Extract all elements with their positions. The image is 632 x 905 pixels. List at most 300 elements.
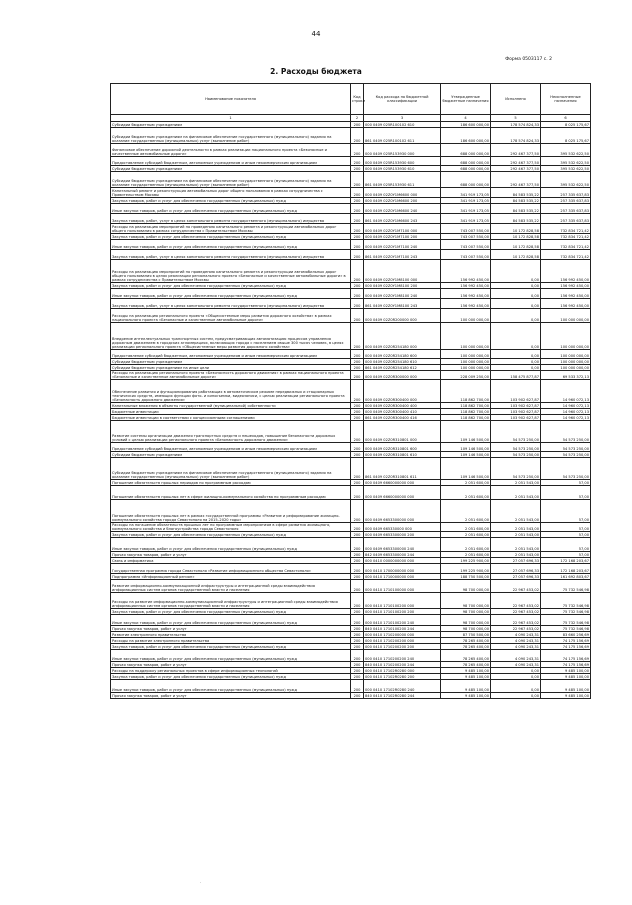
row-code: 200 [351,260,364,283]
row-name: Развитие информационно-коммуникационной инфраструктуры и интеграционной среды взаимодействия информационных систем органов государственной власти и населения [111,580,351,593]
row-code: 200 [351,365,364,371]
row-remaining: 257 335 637,83 [541,198,591,204]
table-row [111,128,591,144]
table-row [111,538,591,552]
row-approved: 100 000 000,00 [441,359,491,365]
row-executed: 10 172 828,58 [491,240,541,250]
row-code: 200 [351,662,364,668]
row-name: Закупка товаров, работ и услуг для обеспечения государственных (муниципальных) нужд [111,198,351,204]
row-code: 200 [351,234,364,240]
row-remaining: 57,00 [541,523,591,532]
row-classification: 000 0409 6653300000 240 [364,538,441,552]
row-approved: 87 750 500,00 [441,632,491,638]
row-classification: 000 0409 02Z0R254180 610 [364,359,441,365]
row-remaining: 57,00 [541,480,591,486]
row-name: Закупка товаров, работ, услуг в целях капитального ремонта государственного (муниципального) имущества [111,299,351,309]
row-name: Государственная программа города Севастополя «Развитие информационного общества Севастополя» [111,564,351,574]
row-approved: 2 051 600,00 [441,532,491,538]
row-executed: 103 902 627,87 [491,403,541,409]
row-code: 200 [351,188,364,198]
row-classification: 000 0409 02Z0Y1M6600 200 [364,198,441,204]
row-name: Бюджетные инвестиции в соответствии с концессионными соглашениями [111,415,351,421]
row-executed: 54 573 250,00 [491,443,541,452]
table-row [111,523,591,532]
row-name: Расходы на реализацию регионального проекта «Общесистемные меры развития дорожного хозяйства» в рамках национального проекта «Безопасные и качественные автомобильные дороги» [111,309,351,323]
row-executed: 178 574 824,33 [491,128,541,144]
row-remaining: 9 485 100,00 [541,674,591,680]
row-approved: 9 485 100,00 [441,668,491,674]
row-code: 200 [351,250,364,260]
row-name: Финансовое обеспечение дорожной деятельности в рамках реализации национального проекта «Безопасные и качественные автомобильные дороги» [111,144,351,157]
row-executed: 2 051 543,00 [491,486,541,500]
row-remaining: 74 175 156,69 [541,662,591,668]
row-classification: 000 0409 02Z0R200000 000 [364,309,441,323]
row-name: Закупка товаров, работ и услуг для обеспечения государственных (муниципальных) нужд [111,283,351,289]
row-executed: 22 967 453,02 [491,593,541,609]
row-code: 200 [351,409,364,415]
row-approved: 341 919 173,05 [441,188,491,198]
row-code: 200 [351,486,364,500]
row-approved: 109 146 500,00 [441,443,491,452]
row-approved: 2 051 600,00 [441,523,491,532]
row-classification: 842 0409 6653300000 244 [364,552,441,558]
row-remaining: 69 533 372,13 [541,371,591,380]
row-classification: 861 0409 02Z0R254180 612 [364,365,441,371]
row-classification: 000 0410 1710100200 000 [364,593,441,609]
row-code: 200 [351,289,364,299]
row-code: 200 [351,380,364,403]
row-name: Иные закупки товаров, работ и услуг для обеспечения государственных (муниципальных) нужд [111,680,351,693]
row-executed: 158 475 877,87 [491,371,541,380]
row-code: 200 [351,668,364,674]
row-executed: 103 902 627,87 [491,409,541,415]
row-remaining: 732 834 721,42 [541,234,591,240]
row-approved: 2 051 600,00 [441,486,491,500]
row-name: Иные закупки товаров, работ и услуг для обеспечения государственных (муниципальных) нужд [111,615,351,626]
row-remaining: 395 532 622,50 [541,172,591,188]
row-remaining: 9 485 100,00 [541,668,591,674]
row-name: Бюджетные инвестиции [111,409,351,415]
row-classification: 000 0409 6660000000 000 [364,480,441,486]
row-executed: 27 057 696,33 [491,574,541,580]
row-approved: 688 000 000,00 [441,172,491,188]
row-approved: 2 051 600,00 [441,538,491,552]
row-name: Капитальный ремонт и реконструкция автомобильных дорог общего пользования в рамках сотрудничества с Правительством Москвы [111,188,351,198]
row-classification: 861 0409 02Z0R310801 611 [364,458,441,480]
row-code: 200 [351,609,364,615]
row-remaining: 54 573 250,00 [541,421,591,443]
row-name: Закупка товаров, работ, услуг в целях капитального ремонта государственного (муниципального) имущества [111,250,351,260]
row-name: Расходы на развитие электронного правительства [111,638,351,644]
row-remaining: 83 660 256,69 [541,632,591,638]
row-executed: 0,00 [491,674,541,680]
row-remaining: 257 335 637,83 [541,214,591,224]
row-classification: 000 0409 02Z0Y1M8100 000 [364,260,441,283]
row-approved: 743 007 550,00 [441,240,491,250]
row-executed: 292 467 377,50 [491,166,541,172]
column-number: 2 [351,115,364,122]
row-executed: 0,00 [491,359,541,365]
row-approved: 156 992 450,00 [441,289,491,299]
row-approved: 688 000 000,00 [441,144,491,157]
row-executed: 27 057 696,33 [491,564,541,574]
row-executed: 27 057 696,33 [491,558,541,564]
row-approved: 156 992 450,00 [441,299,491,309]
table-row [111,371,591,380]
row-approved: 109 146 500,00 [441,452,491,458]
table-row [111,564,591,574]
row-classification: 000 0409 02Z0Y1M6600 240 [364,204,441,214]
row-remaining: 14 960 072,13 [541,380,591,403]
row-classification: 000 0410 1710100000 000 [364,580,441,593]
row-name: Расходы на реализацию мероприятий по проведению капитального ремонта и реконструкции автомобильных дорог общего пользования в рамках сотрудничества с Правительством Москвы [111,224,351,234]
row-classification: 000 0409 02Z0R310801 610 [364,452,441,458]
table-row [111,350,591,359]
row-remaining: 75 732 546,98 [541,580,591,593]
row-approved: 186 600 000,00 [441,122,491,128]
row-remaining: 74 175 156,69 [541,650,591,662]
header-code: Код строки [351,84,364,115]
row-name: Прочая закупка товаров, работ и услуг [111,662,351,668]
row-classification: 000 0410 1710200200 200 [364,644,441,650]
row-code: 200 [351,644,364,650]
row-executed: 4 090 243,31 [491,632,541,638]
row-approved: 688 000 000,00 [441,166,491,172]
row-name: Закупка товаров, работ и услуг для обеспечения государственных (муниципальных) нужд [111,532,351,538]
row-approved: 100 000 000,00 [441,323,491,350]
row-classification: 000 0409 02Z0R300400 410 [364,409,441,415]
row-name: Прочая закупка товаров, работ и услуг [111,626,351,632]
row-classification: 000 0410 1710100200 240 [364,615,441,626]
row-remaining: 156 992 450,00 [541,289,591,299]
row-remaining: 57,00 [541,486,591,500]
row-classification: 000 0409 02Z0R300400 400 [364,403,441,409]
row-remaining: 75 732 546,98 [541,626,591,632]
row-approved: 78 265 400,00 [441,662,491,668]
table-row [111,204,591,214]
row-executed: 2 051 543,00 [491,532,541,538]
row-classification: 000 0409 02Z0Y1M8100 240 [364,289,441,299]
row-name: Субсидии бюджетным учреждениям на финансовое обеспечение государственного (муниципального) задания на оказание государственных (муниципальных) услуг (выполнение работ) [111,458,351,480]
row-remaining: 57,00 [541,552,591,558]
row-classification: 000 0409 6660000000 000 [364,486,441,500]
table-row [111,458,591,480]
row-approved: 228 009 250,00 [441,371,491,380]
row-code: 200 [351,638,364,644]
row-classification: 000 0410 1710200200 240 [364,650,441,662]
row-classification: 000 0409 02Z0R310801 000 [364,421,441,443]
header-approved: Утвержденные бюджетные назначения [441,84,491,115]
table-row [111,299,591,309]
row-name: Развитие системы организации движения транспортных средств и пешеходов, повышение безопасности дорожных условий с целью реализации регионального проекта «Безопасность дорожного движения» [111,421,351,443]
row-executed: 0,00 [491,680,541,693]
row-classification: 840 0410 1710100200 244 [364,626,441,632]
row-executed: 84 583 535,22 [491,188,541,198]
row-code: 200 [351,309,364,323]
row-approved: 98 700 000,00 [441,615,491,626]
row-name: Расходы на погашение обязательств прошлых лет по программным мероприятиям в сфере развития жилищного, коммунального хозяйства и благоустройства города Севастополя [111,523,351,532]
page-title: 2. Расходы бюджета [270,67,362,76]
row-executed: 0,00 [491,299,541,309]
row-remaining: 57,00 [541,538,591,552]
row-code: 200 [351,580,364,593]
row-name: Закупка товаров, работ и услуг для обеспечения государственных (муниципальных) нужд [111,644,351,650]
table-row [111,250,591,260]
row-classification: 000 0409 02Z0R254180 600 [364,350,441,359]
row-code: 200 [351,204,364,214]
row-executed: 22 967 453,02 [491,615,541,626]
row-executed: 0,00 [491,283,541,289]
row-approved: 9 485 100,00 [441,680,491,693]
row-classification: 000 0409 02Z0R254180 000 [364,323,441,350]
row-name: Связь и информатика [111,558,351,564]
row-code: 200 [351,128,364,144]
row-approved: 118 862 700,00 [441,409,491,415]
row-remaining: 8 025 175,67 [541,122,591,128]
table-row [111,240,591,250]
row-classification: 000 0409 025R153930 600 [364,157,441,166]
row-classification: 861 0409 02Z0Y1M6600 243 [364,214,441,224]
row-name: Расходы на поддержку региональных проектов в сфере информационных технологий [111,668,351,674]
row-name: Субсидии бюджетным учреждениям [111,166,351,172]
row-approved: 2 051 600,00 [441,500,491,523]
table-row [111,309,591,323]
table-row [111,144,591,157]
row-remaining: 57,00 [541,500,591,523]
row-approved: 78 265 400,00 [441,638,491,644]
row-name: Капитальные вложения в объекты государственной (муниципальной) собственности [111,403,351,409]
row-approved: 118 862 700,00 [441,380,491,403]
row-code: 200 [351,523,364,532]
row-approved: 341 919 173,05 [441,204,491,214]
row-remaining: 54 573 250,00 [541,452,591,458]
row-remaining: 74 175 156,69 [541,644,591,650]
row-executed: 84 583 535,22 [491,198,541,204]
row-executed: 0,00 [491,323,541,350]
row-classification: 000 0410 17102R0280 240 [364,680,441,693]
page-number: 44 [311,30,321,38]
row-classification: 861 0409 02Z0R300400 416 [364,415,441,421]
table-row [111,172,591,188]
row-remaining: 14 960 072,13 [541,403,591,409]
row-executed: 0,00 [491,260,541,283]
row-code: 200 [351,443,364,452]
row-name: Предоставление субсидий бюджетным, автономным учреждениям и иным некоммерческим организациям [111,443,351,452]
row-approved: 78 265 400,00 [441,644,491,650]
row-approved: 199 225 900,00 [441,564,491,574]
row-approved: 2 051 600,00 [441,552,491,558]
row-executed: 2 051 543,00 [491,500,541,523]
table-row [111,421,591,443]
row-code: 200 [351,558,364,564]
row-name: Иные закупки товаров, работ и услуг для обеспечения государственных (муниципальных) нужд [111,240,351,250]
row-remaining: 9 485 100,00 [541,680,591,693]
row-remaining: 395 532 622,50 [541,157,591,166]
table-row [111,580,591,593]
table-row [111,650,591,662]
column-number: 4 [441,115,491,122]
table-row [111,693,591,699]
row-name: Предоставление субсидий бюджетным, автономным учреждениям и иным некоммерческим организациям [111,157,351,166]
row-approved: 688 000 000,00 [441,157,491,166]
row-remaining: 54 573 250,00 [541,443,591,452]
table-row [111,323,591,350]
row-approved: 98 700 000,00 [441,626,491,632]
row-name: Расходы на реализацию регионального проекта «Безопасность дорожного движения» в рамках национального проекта «Безопасные и качественные автомобильные дороги» [111,371,351,380]
row-name: Развитие электронного правительства [111,632,351,638]
column-number: 3 [364,115,441,122]
row-name: Субсидии бюджетным учреждениям на финансовое обеспечение государственного (муниципального) задания на оказание государственных (муниципальных) услуг (выполнение работ) [111,172,351,188]
row-executed: 2 051 543,00 [491,552,541,558]
row-executed: 84 583 535,22 [491,204,541,214]
row-name: Внедрение интеллектуальных транспортных систем, предусматривающих автоматизацию процессов управления дорожным движением в городских агломерациях, включающих города с населением свыше 300 тысяч человек, в целях реализации регионального проекта «Общесистемные меры развития дорожного хозяйства» [111,323,351,350]
row-approved: 743 007 550,00 [441,224,491,234]
row-classification: 000 0409 6653300000 200 [364,532,441,538]
row-remaining: 57,00 [541,532,591,538]
table-row [111,224,591,234]
row-code: 200 [351,500,364,523]
row-approved: 78 265 400,00 [441,650,491,662]
row-executed: 22 967 453,02 [491,626,541,632]
row-classification: 000 0410 1710200000 000 [364,632,441,638]
row-remaining: 74 175 156,69 [541,638,591,644]
row-executed: 4 090 243,31 [491,644,541,650]
row-name: Иные закупки товаров, работ и услуг для обеспечения государственных (муниципальных) нужд [111,650,351,662]
column-number: 5 [491,115,541,122]
row-name: Расходы на реализацию мероприятий по проведению капитального ремонта и реконструкции автомобильных дорог общего пользования в целях реализации регионального проекта «Безопасные и качественные автомобильные дороги» в рамках сотрудничества с Правительством Москвы [111,260,351,283]
row-name: Погашение обязательств прошлых лет в рамках государственной программы «Развитие и реформирование жилищно-коммунального хозяйства города Севастополя на 2015–2020 годы» [111,500,351,523]
header-name: Наименование показателя [111,84,351,115]
row-name: Прочая закупка товаров, работ и услуг [111,552,351,558]
row-code: 200 [351,198,364,204]
table-row [111,443,591,452]
scan-mark: · [200,880,202,885]
row-remaining: 75 732 546,98 [541,609,591,615]
row-classification: 000 0410 1710000000 000 [364,574,441,580]
row-name: Предоставление субсидий бюджетным, автономным учреждениям и иным некоммерческим организациям [111,350,351,359]
column-number-row [111,115,591,122]
row-classification: 861 0409 02Z0Y1M8100 243 [364,299,441,309]
row-remaining: 156 992 450,00 [541,299,591,309]
row-remaining: 257 335 637,83 [541,204,591,214]
row-classification: 000 0410 17102R0280 200 [364,674,441,680]
form-id: Форма 0503117 с. 2 [505,57,552,62]
row-code: 200 [351,240,364,250]
row-classification: 000 0409 025R100102 610 [364,122,441,128]
row-executed: 292 467 377,50 [491,144,541,157]
row-remaining: 732 834 721,42 [541,240,591,250]
row-executed: 0,00 [491,350,541,359]
row-approved: 98 700 000,00 [441,609,491,615]
row-code: 200 [351,615,364,626]
row-code: 200 [351,452,364,458]
row-remaining: 100 000 000,00 [541,323,591,350]
row-classification: 000 0409 02Z0Y1M7100 240 [364,240,441,250]
row-code: 200 [351,680,364,693]
table-row [111,615,591,626]
row-remaining: 732 834 721,42 [541,250,591,260]
row-code: 200 [351,166,364,172]
table-row [111,380,591,403]
row-executed: 4 090 243,31 [491,662,541,668]
row-code: 200 [351,593,364,609]
table-row [111,593,591,609]
row-executed: 4 090 243,31 [491,650,541,662]
row-remaining: 732 834 721,42 [541,224,591,234]
row-remaining: 156 992 450,00 [541,260,591,283]
row-code: 200 [351,626,364,632]
row-executed: 292 467 377,50 [491,157,541,166]
header-classification: Код расхода по бюджетной классификации [364,84,441,115]
row-classification: 000 0409 6653300000 000 [364,500,441,523]
row-name: Прочая закупка товаров, работ и услуг [111,693,351,699]
row-approved: 100 000 000,00 [441,309,491,323]
row-code: 200 [351,632,364,638]
row-approved: 9 485 100,00 [441,674,491,680]
row-name: Закупка товаров, работ и услуг для обеспечения государственных (муниципальных) нужд [111,234,351,240]
row-executed: 4 090 243,31 [491,638,541,644]
row-classification: 840 0410 17102R0280 244 [364,693,441,699]
row-executed: 54 573 250,00 [491,458,541,480]
row-approved: 100 000 000,00 [441,365,491,371]
row-code: 200 [351,144,364,157]
row-approved: 2 051 600,00 [441,480,491,486]
row-code: 200 [351,350,364,359]
row-code: 200 [351,403,364,409]
row-code: 200 [351,480,364,486]
row-remaining: 100 000 000,00 [541,359,591,365]
row-name: Субсидии бюджетным учреждениям [111,122,351,128]
row-remaining: 172 168 203,67 [541,558,591,564]
column-number: 1 [111,115,351,122]
row-code: 200 [351,283,364,289]
row-approved: 743 007 550,00 [441,250,491,260]
row-remaining: 161 692 803,67 [541,574,591,580]
row-code: 200 [351,224,364,234]
table-row [111,486,591,500]
row-classification: 000 0410 1710100200 200 [364,609,441,615]
row-name: Иные закупки товаров, работ и услуг для обеспечения государственных (муниципальных) нужд [111,289,351,299]
row-classification: 000 0409 02Z0R300000 000 [364,371,441,380]
table-row [111,214,591,224]
row-code: 200 [351,574,364,580]
row-approved: 118 862 700,00 [441,403,491,409]
row-classification: 000 0409 02Z0Y1M7100 200 [364,234,441,240]
row-executed: 54 573 250,00 [491,421,541,443]
row-classification: 000 0409 665330000 000 [364,523,441,532]
row-name: Субсидии бюджетным учреждениям на иные цели [111,365,351,371]
row-remaining: 75 732 546,98 [541,593,591,609]
row-remaining: 100 000 000,00 [541,309,591,323]
row-name: Погашение обязательств прошлых периодов по программным расходам [111,480,351,486]
row-executed: 84 583 535,22 [491,214,541,224]
row-approved: 156 992 450,00 [441,283,491,289]
table-row [111,500,591,523]
row-classification: 000 0409 02Z0Y1M6600 000 [364,188,441,198]
row-code: 200 [351,552,364,558]
row-approved: 188 750 500,00 [441,574,491,580]
column-number: 6 [541,115,591,122]
row-approved: 199 225 900,00 [441,558,491,564]
row-approved: 743 007 550,00 [441,234,491,240]
row-remaining: 156 992 450,00 [541,283,591,289]
row-remaining: 257 335 637,83 [541,188,591,198]
row-name: Иные закупки товаров, работ и услуг для обеспечения государственных (муниципальных) нужд [111,204,351,214]
row-name: Иные закупки товаров, работ и услуг для обеспечения государственных (муниципальных) нужд [111,538,351,552]
row-name: Субсидии бюджетным учреждениям [111,452,351,458]
row-remaining: 100 000 000,00 [541,365,591,371]
row-name: Расходы на развитие информационно-коммуникационной инфраструктуры и интеграционной среды взаимодействия информационных систем органов государственной власти и населения [111,593,351,609]
